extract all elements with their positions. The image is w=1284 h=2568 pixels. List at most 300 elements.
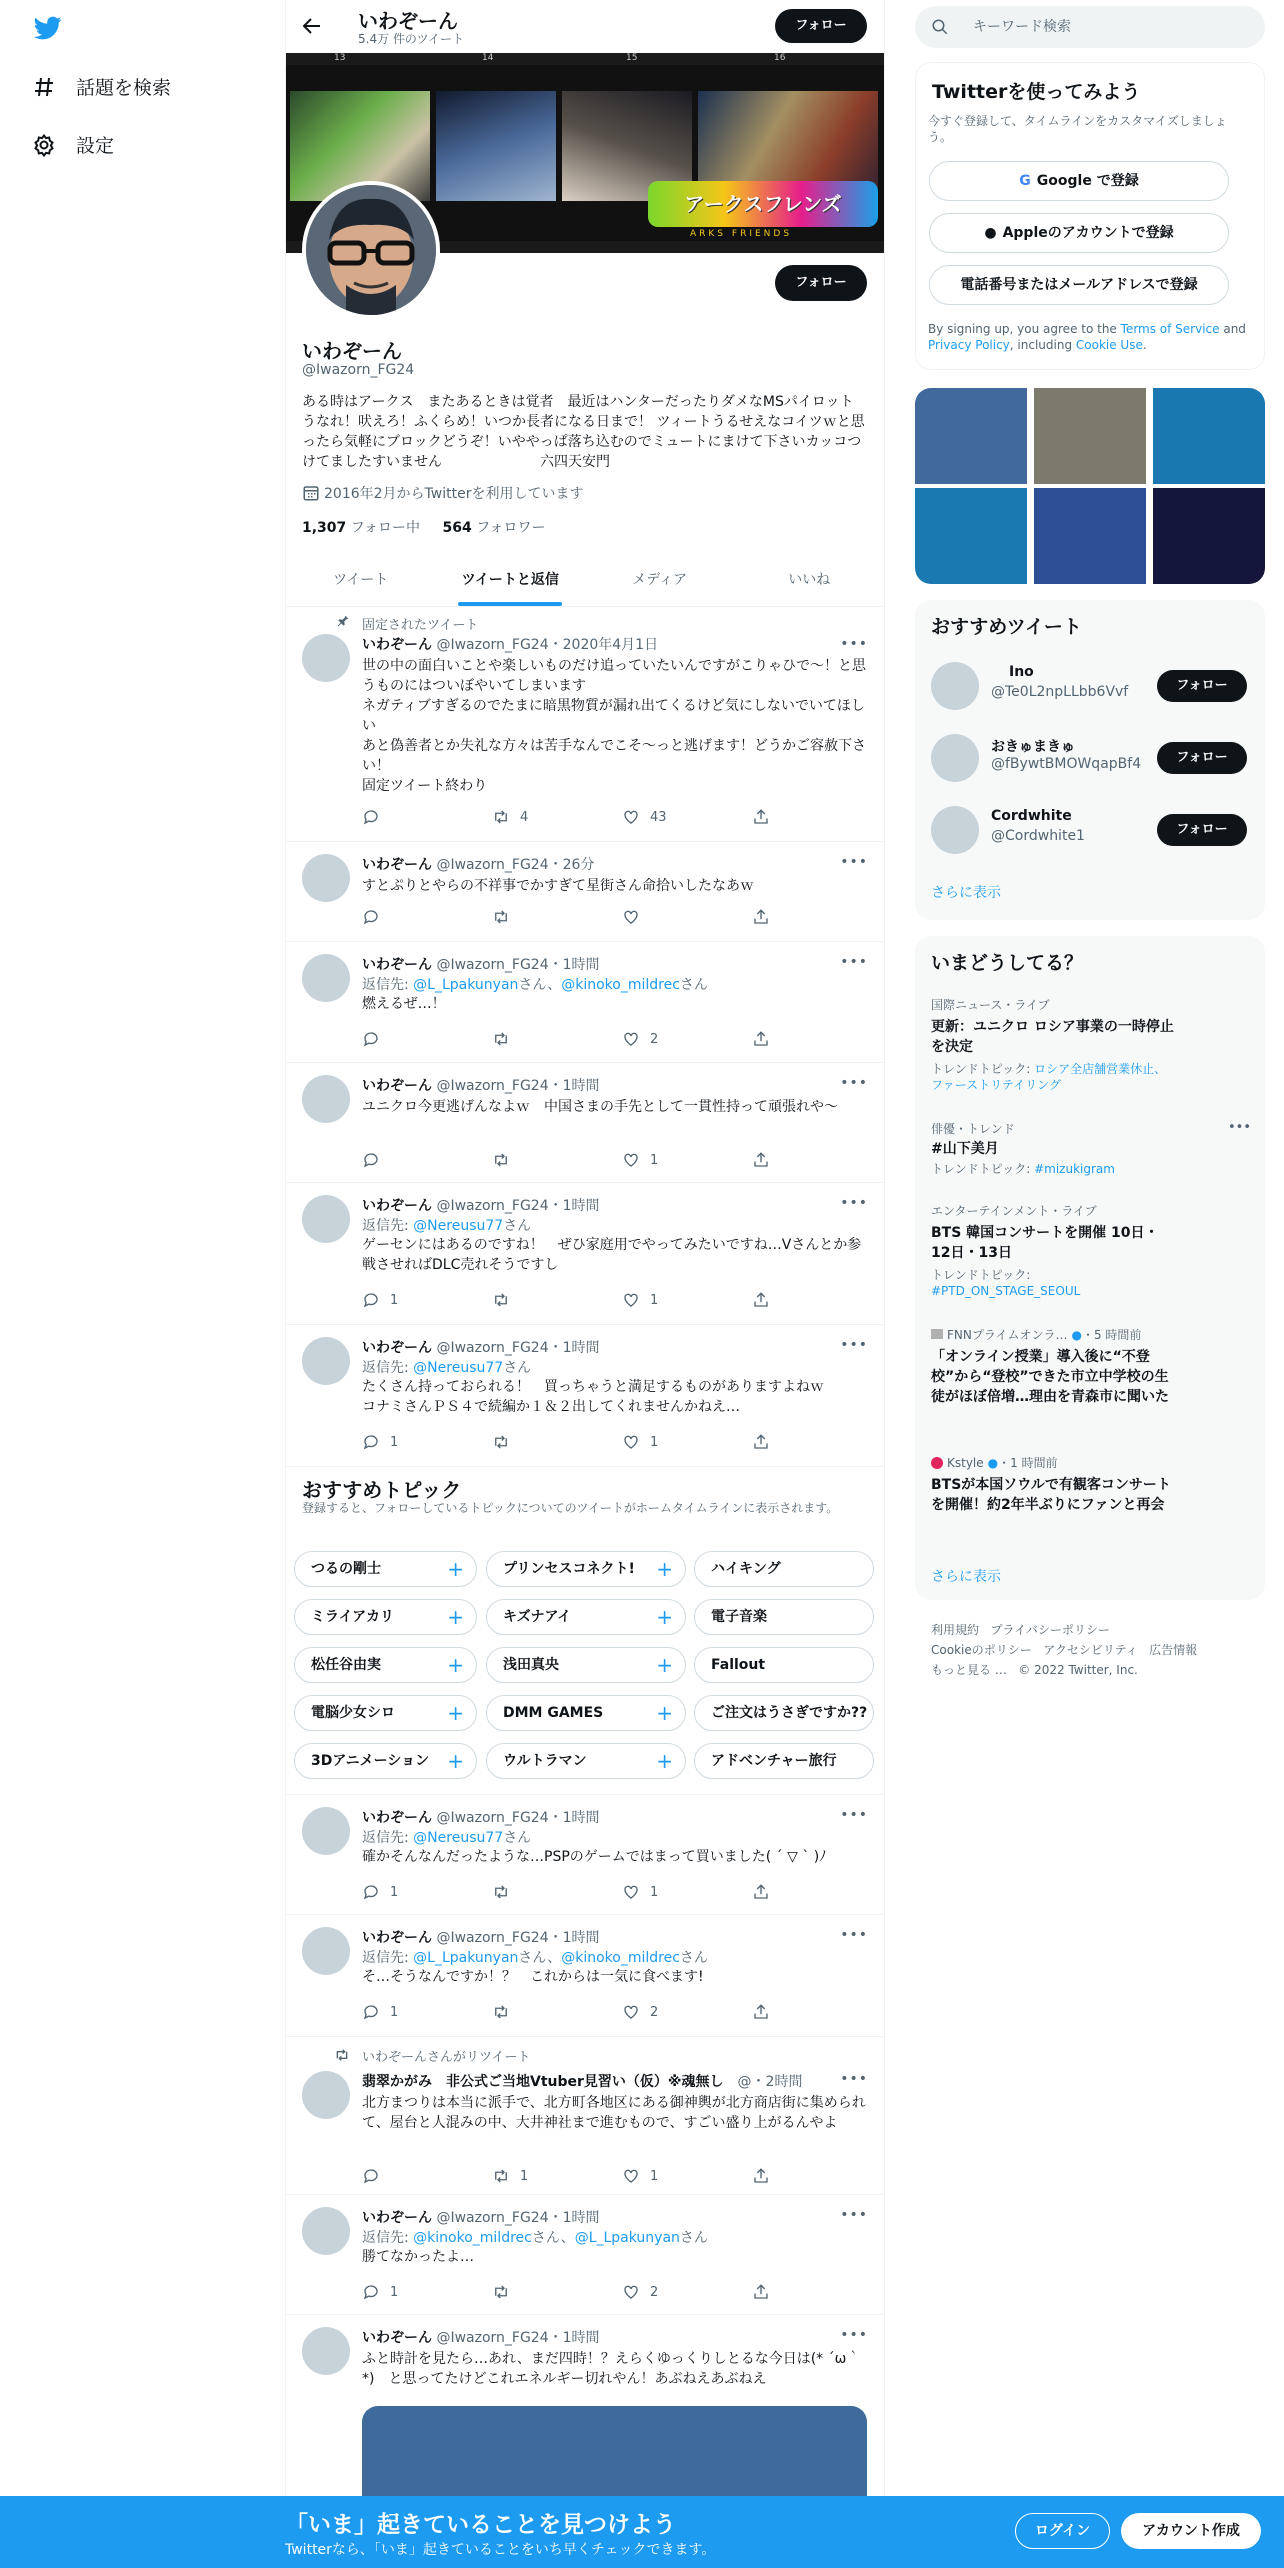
verified-icon: ●	[1071, 1328, 1082, 1342]
tweet-author[interactable]: いわぞーん	[362, 1930, 432, 1946]
tweet-author[interactable]: 翡翠かがみ 非公式ご当地Vtuber見習い（仮）※魂無し	[362, 2074, 724, 2090]
signup-title: Twitterを使ってみよう	[932, 81, 1141, 103]
topic-chip-label: 浅田真央	[503, 1657, 559, 1673]
topic-chip[interactable]	[694, 1743, 874, 1779]
reply-button[interactable]	[362, 908, 390, 926]
reply-mention[interactable]: @Nereusu77	[413, 1218, 504, 1234]
retweet-button[interactable]	[492, 1291, 520, 1309]
followers-count: 564	[442, 520, 472, 536]
reply-mention[interactable]: @kinoko_mildrec	[561, 1950, 680, 1966]
avatar[interactable]	[302, 2327, 350, 2375]
avatar[interactable]	[302, 1075, 350, 1123]
like-button[interactable]	[622, 1291, 658, 1309]
topic-chip-label: 3Dアニメーション	[311, 1753, 430, 1769]
more-icon[interactable]: •••	[840, 1195, 868, 1211]
trend-topic-prefix: トレンドトピック:	[931, 1162, 1035, 1176]
reply-button[interactable]	[362, 1433, 398, 1451]
reply-context	[362, 2227, 868, 2247]
news-item[interactable]	[931, 1454, 1251, 1515]
retweet-button[interactable]	[492, 2003, 520, 2021]
heart-icon	[622, 2283, 640, 2301]
tab-tweets[interactable]: ツイート	[333, 572, 389, 588]
reply-icon	[362, 1291, 380, 1309]
reply-icon	[362, 2167, 380, 2185]
share-icon	[752, 1291, 770, 1309]
avatar[interactable]	[931, 734, 979, 782]
news-time: ・1 時間前	[998, 1456, 1058, 1470]
tweet-author[interactable]: いわぞーん	[362, 2330, 432, 2346]
tweet[interactable]	[286, 842, 884, 942]
tweet-meta: @Iwazorn_FG24・26分	[436, 857, 595, 873]
hashtag-icon	[32, 75, 56, 99]
topics-subtitle: 登録すると、フォローしているトピックについてのツイートがホームタイムラインに表示されます。	[302, 1501, 839, 1515]
tweet[interactable]	[286, 1063, 884, 1183]
avatar[interactable]	[302, 1195, 350, 1243]
banner-logo: アークスフレンズ	[648, 181, 878, 227]
header-follow-button[interactable]: フォロー	[775, 9, 867, 43]
tweet-header	[362, 634, 868, 654]
twitter-logo-icon[interactable]	[32, 14, 64, 42]
news-source	[931, 1326, 1251, 1343]
follow-button[interactable]: フォロー	[1157, 814, 1247, 846]
tab-tweets-and-replies[interactable]: ツイートと返信	[436, 553, 586, 606]
privacy-link[interactable]: Privacy Policy	[928, 338, 1010, 352]
apple-signup-button[interactable]	[929, 213, 1229, 253]
topic-chip[interactable]	[294, 1551, 477, 1587]
trend-item[interactable]	[931, 996, 1251, 1093]
trend-category: エンターテインメント・ライブ	[931, 1204, 1097, 1218]
followers-label: フォロワー	[476, 520, 546, 536]
topic-chip[interactable]	[694, 1695, 874, 1731]
footer-link[interactable]: Cookieのポリシー	[931, 1643, 1032, 1657]
topic-chip-label: 松任谷由実	[311, 1657, 381, 1673]
footer-link[interactable]: 利用規約	[931, 1623, 980, 1637]
reply-mid: さん、	[518, 977, 562, 993]
pinned-label: 固定されたツイート	[362, 618, 479, 633]
plus-icon[interactable]: +	[447, 1701, 464, 1725]
left-nav	[0, 0, 285, 2568]
reply-mid: さん、	[518, 1950, 562, 1966]
plus-icon[interactable]: +	[447, 1557, 464, 1581]
like-button[interactable]	[622, 1433, 658, 1451]
more-icon[interactable]: •••	[840, 1337, 868, 1353]
share-button[interactable]	[752, 2167, 780, 2185]
banner-logo-sub: ARKS FRIENDS	[690, 229, 793, 239]
reply-mention[interactable]: @L_Lpakunyan	[413, 1950, 519, 1966]
retweet-button[interactable]	[492, 1151, 520, 1169]
tweet-actions	[362, 1151, 792, 1171]
share-button[interactable]	[752, 808, 780, 826]
show-more-link[interactable]: さらに表示	[931, 885, 1001, 901]
avatar-face-icon	[306, 185, 436, 315]
terms-text: and	[1219, 322, 1246, 336]
tweet-text: すとぷりとやらの不祥事でかすぎて星街さん命拾いしたなあｗ	[362, 878, 754, 894]
tweet-actions	[362, 1291, 792, 1311]
like-button[interactable]	[622, 908, 650, 926]
more-icon[interactable]: •••	[840, 954, 868, 970]
suggested-user[interactable]	[931, 732, 1251, 784]
heart-icon	[622, 908, 640, 926]
reply-button[interactable]	[362, 2003, 398, 2021]
retweeted-by-label[interactable]: いわぞーんさんがリツイート	[362, 2050, 531, 2065]
tweet-header	[362, 1337, 868, 1357]
reply-context	[362, 1827, 868, 1847]
tweet-author[interactable]: いわぞーん	[362, 1078, 432, 1094]
share-button[interactable]	[752, 908, 780, 926]
tweet[interactable]	[286, 1325, 884, 1467]
terms-link[interactable]: Terms of Service	[1120, 322, 1220, 336]
retweet-icon	[492, 1291, 510, 1309]
like-count: 1	[650, 1292, 659, 1308]
share-button[interactable]	[752, 1151, 780, 1169]
follow-button[interactable]: フォロー	[1157, 670, 1247, 702]
tweet-text: 確かそんなんだったような…PSPのゲームではまって買いました( ´ ▽ ` )ﾉ	[362, 1849, 827, 1865]
plus-icon[interactable]: +	[656, 1557, 673, 1581]
share-icon	[752, 1883, 770, 1901]
calendar-icon	[302, 484, 320, 502]
trend-topic-link[interactable]: ロシア全店舗営業休止、ファーストリテイリング	[931, 1062, 1167, 1092]
avatar[interactable]	[302, 2071, 350, 2119]
more-icon[interactable]: •••	[840, 2327, 868, 2343]
retweet-icon	[492, 1030, 510, 1048]
nav-settings-label: 設定	[76, 135, 115, 157]
news-time: ・5 時間前	[1081, 1328, 1142, 1342]
avatar[interactable]	[302, 2207, 350, 2255]
frame-number: 14	[482, 53, 494, 63]
news-source-icon	[931, 1457, 943, 1469]
trend-title: BTS 韓国コンサートを開催 10日・12日・13日	[931, 1225, 1159, 1261]
tweet-retweet[interactable]	[286, 2037, 884, 2195]
profile-joined-text: 2016年2月からTwitterを利用しています	[324, 486, 584, 502]
plus-icon[interactable]: +	[447, 1749, 464, 1773]
avatar[interactable]	[931, 806, 979, 854]
media-thumbnail[interactable]	[1034, 488, 1146, 584]
trend-topic-prefix: トレンドトピック:	[931, 1268, 1031, 1282]
tweet[interactable]	[286, 942, 884, 1063]
plus-icon[interactable]: +	[656, 1749, 673, 1773]
who-to-follow-title: おすすめツイート	[931, 616, 1082, 638]
profile-media-grid	[915, 388, 1265, 584]
like-button[interactable]	[622, 2283, 658, 2301]
trend-item[interactable]	[931, 1120, 1251, 1177]
more-icon[interactable]: •••	[840, 636, 868, 652]
back-arrow-icon[interactable]	[300, 14, 324, 38]
topic-chip[interactable]	[294, 1743, 477, 1779]
main-column	[285, 0, 885, 2568]
login-button[interactable]: ログイン	[1015, 2513, 1110, 2549]
topic-chip[interactable]	[294, 1647, 477, 1683]
media-thumbnail[interactable]	[915, 388, 1027, 484]
reply-button[interactable]	[362, 1030, 390, 1048]
avatar[interactable]	[302, 1927, 350, 1975]
retweet-button[interactable]	[492, 2283, 520, 2301]
film-strip-top	[286, 53, 884, 65]
reply-mention[interactable]: @Nereusu77	[413, 1830, 504, 1846]
trend-topic	[931, 1161, 1251, 1177]
reply-prefix: 返信先:	[362, 977, 409, 993]
nav-settings[interactable]	[32, 131, 114, 158]
trend-category: 国際ニュース・ライブ	[931, 998, 1050, 1012]
topic-chip[interactable]	[294, 1695, 477, 1731]
topic-chip-label: つるの剛士	[311, 1561, 381, 1577]
avatar[interactable]	[302, 954, 350, 1002]
suggested-user-name: Cordwhite	[991, 808, 1072, 824]
avatar[interactable]	[302, 854, 350, 902]
reply-button[interactable]	[362, 1883, 398, 1901]
like-button[interactable]	[622, 1030, 658, 1048]
profile-name: いわぞーん	[302, 339, 402, 363]
retweet-button[interactable]	[492, 1883, 520, 1901]
tweet-author[interactable]: いわぞーん	[362, 2210, 432, 2226]
share-button[interactable]	[752, 1883, 780, 1901]
reply-mention[interactable]: @kinoko_mildrec	[413, 2230, 532, 2246]
topic-chip[interactable]	[694, 1599, 874, 1635]
cookie-link[interactable]: Cookie Use	[1075, 338, 1143, 352]
plus-icon[interactable]: +	[656, 1653, 673, 1677]
profile-follow-stats	[302, 517, 546, 537]
suggested-user-handle: @fBywtBMOWqapBf4	[991, 756, 1142, 772]
tweet-actions	[362, 2283, 792, 2303]
news-source-name: FNNプライムオンラ…	[947, 1328, 1068, 1342]
avatar[interactable]	[302, 1807, 350, 1855]
apple-icon: ●	[984, 225, 997, 241]
reply-count: 1	[390, 2004, 399, 2020]
media-thumbnail[interactable]	[1153, 488, 1265, 584]
more-icon[interactable]: •••	[840, 2207, 868, 2223]
reply-mid: さん、	[531, 2230, 575, 2246]
topic-chip-label: ミライアカリ	[311, 1609, 395, 1625]
tweet-meta: @・2時間	[737, 2074, 803, 2090]
retweet-icon	[492, 808, 510, 826]
reply-button[interactable]	[362, 2167, 390, 2185]
signup-prompt-bar	[0, 2496, 1284, 2568]
like-count: 1	[650, 2168, 659, 2184]
tweet-actions	[362, 1433, 792, 1453]
reply-icon	[362, 808, 380, 826]
tweet-pinned[interactable]	[286, 608, 884, 842]
reply-mention[interactable]: @L_Lpakunyan	[574, 2230, 680, 2246]
like-button[interactable]	[622, 2003, 658, 2021]
tweet-text: 北方まつりは本当に派手で、北方町各地区にある御神輿が北方商店街に集められて、屋台と人混みの中、大井神社まで進むもので、すごい盛り上がるんやよ	[362, 2095, 866, 2131]
following-link[interactable]	[302, 520, 420, 536]
like-button[interactable]	[622, 1883, 658, 1901]
reply-suffix: さん	[679, 1950, 708, 1966]
tweet[interactable]	[286, 2195, 884, 2315]
frame-number: 16	[774, 53, 786, 63]
topic-chip[interactable]	[486, 1647, 686, 1683]
prompt-subtitle: Twitterなら、「いま」起きていることをいち早くチェックできます。	[285, 2542, 716, 2558]
topic-chip-label: ご注文はうさぎですか??	[711, 1705, 868, 1721]
tweet-author[interactable]: いわぞーん	[362, 1340, 432, 1356]
followers-link[interactable]	[443, 520, 546, 536]
share-button[interactable]	[752, 2003, 780, 2021]
avatar[interactable]	[931, 662, 979, 710]
reply-button[interactable]	[362, 2283, 398, 2301]
media-thumbnail[interactable]	[1034, 388, 1146, 484]
topic-chip[interactable]	[294, 1599, 477, 1635]
follow-button[interactable]: フォロー	[1157, 742, 1247, 774]
trend-title: #山下美月	[931, 1141, 999, 1157]
reply-prefix: 返信先:	[362, 1360, 409, 1376]
topic-chip-label: ウルトラマン	[503, 1753, 587, 1769]
topic-chip[interactable]	[486, 1695, 686, 1731]
topic-chip[interactable]	[694, 1551, 874, 1587]
profile-tabs	[286, 553, 884, 607]
trend-item[interactable]	[931, 1202, 1251, 1299]
share-button[interactable]	[752, 2283, 780, 2301]
reply-prefix: 返信先:	[362, 1830, 409, 1846]
footer-links	[931, 1620, 1251, 1680]
tweet-author[interactable]: いわぞーん	[362, 957, 432, 973]
phone-signup-button[interactable]: 電話番号またはメールアドレスで登録	[929, 265, 1229, 305]
copyright: © 2022 Twitter, Inc.	[1018, 1663, 1138, 1677]
share-button[interactable]	[752, 1433, 780, 1451]
search-icon	[931, 18, 949, 36]
tweet-meta: @Iwazorn_FG24・2020年4月1日	[436, 637, 659, 653]
suggested-user[interactable]	[931, 804, 1251, 856]
nav-explore[interactable]	[32, 73, 171, 100]
tweet[interactable]	[286, 1183, 884, 1325]
reply-button[interactable]	[362, 1151, 390, 1169]
topic-chip[interactable]	[694, 1647, 874, 1683]
retweet-button[interactable]	[492, 2167, 528, 2185]
tweet-text: 勝てなかったよ…	[362, 2249, 474, 2265]
reply-count: 1	[390, 1884, 399, 1900]
topic-chip-label: ハイキング	[711, 1561, 781, 1577]
media-thumbnail[interactable]	[1153, 388, 1265, 484]
plus-icon[interactable]: +	[447, 1653, 464, 1677]
retweet-button[interactable]	[492, 908, 520, 926]
topic-chip-label: プリンセスコネクト!	[503, 1561, 635, 1577]
news-source-name: Kstyle	[947, 1456, 984, 1470]
trend-topic-link[interactable]: #mizukigram	[1034, 1162, 1115, 1176]
retweet-icon	[492, 2167, 510, 2185]
tweet-text: ゲーセンにはあるのですね！ ぜひ家庭用でやってみたいですね…Vさんとか参戦させればDLC売れそうですし	[362, 1237, 862, 1273]
plus-icon[interactable]: +	[447, 1605, 464, 1629]
suggested-user[interactable]	[931, 660, 1251, 712]
reply-icon	[362, 2003, 380, 2021]
reply-icon	[362, 1151, 380, 1169]
signup-button[interactable]: アカウント作成	[1121, 2513, 1261, 2549]
footer-link[interactable]: 広告情報	[1149, 1643, 1198, 1657]
reply-button[interactable]	[362, 808, 390, 826]
share-button[interactable]	[752, 1030, 780, 1048]
reply-mention[interactable]: @kinoko_mildrec	[561, 977, 680, 993]
tweet-actions	[362, 808, 792, 828]
like-button[interactable]	[622, 1151, 658, 1169]
tweet-author[interactable]: いわぞーん	[362, 857, 432, 873]
tweet-author[interactable]: いわぞーん	[362, 637, 432, 653]
news-item[interactable]	[931, 1326, 1251, 1407]
banner-frame	[436, 91, 556, 201]
topic-chip[interactable]	[486, 1743, 686, 1779]
like-button[interactable]	[622, 808, 667, 826]
tweet-meta: @Iwazorn_FG24・1時間	[436, 2210, 600, 2226]
trend-topic-link[interactable]: #PTD_ON_STAGE_SEOUL	[931, 1284, 1081, 1298]
more-icon[interactable]: •••	[840, 1927, 868, 1943]
more-icon[interactable]: •••	[1227, 1120, 1251, 1135]
more-icon[interactable]: •••	[840, 1807, 868, 1823]
reply-context	[362, 1215, 868, 1235]
footer-link[interactable]: アクセシビリティ	[1043, 1643, 1138, 1657]
plus-icon[interactable]: +	[656, 1605, 673, 1629]
google-signup-label: Google で登録	[1036, 173, 1139, 189]
footer-link[interactable]: プライバシーポリシー	[990, 1623, 1110, 1637]
terms-text: .	[1142, 338, 1147, 352]
heart-icon	[622, 1151, 640, 1169]
news-source	[931, 1454, 1251, 1471]
tweet-author[interactable]: いわぞーん	[362, 1198, 432, 1214]
share-icon	[752, 2283, 770, 2301]
who-to-follow-card	[915, 600, 1265, 920]
reply-icon	[362, 2283, 380, 2301]
avatar[interactable]	[302, 1337, 350, 1385]
reply-mention[interactable]: @Nereusu77	[413, 1360, 504, 1376]
retweet-button[interactable]	[492, 808, 528, 826]
retweet-icon	[492, 1883, 510, 1901]
reply-icon	[362, 1883, 380, 1901]
reply-icon	[362, 908, 380, 926]
topic-chip[interactable]	[486, 1551, 686, 1587]
avatar[interactable]	[302, 634, 350, 682]
plus-icon[interactable]: +	[656, 1701, 673, 1725]
reply-context	[362, 974, 868, 994]
like-button[interactable]	[622, 2167, 658, 2185]
profile-avatar[interactable]	[302, 181, 440, 319]
suggested-user-handle: @Cordwhite1	[991, 828, 1085, 844]
tweet-meta: @Iwazorn_FG24・1時間	[436, 1198, 600, 1214]
search-input[interactable]	[915, 6, 1265, 48]
reply-suffix: さん	[679, 2230, 708, 2246]
reply-suffix: さん	[679, 977, 708, 993]
footer-link[interactable]: もっと見る …	[931, 1663, 1007, 1677]
more-icon[interactable]: •••	[840, 1075, 868, 1091]
show-more-link[interactable]: さらに表示	[931, 1569, 1001, 1585]
tweet-text: たくさん持っておられる！ 買っちゃうと満足するものがありますよねｗ コナミさんＰＳ４で続編か１＆２出してくれませんかねえ…	[362, 1379, 824, 1415]
media-thumbnail[interactable]	[915, 488, 1027, 584]
google-signup-button[interactable]	[929, 161, 1229, 201]
profile-follow-button[interactable]: フォロー	[775, 265, 867, 301]
reply-button[interactable]	[362, 1291, 398, 1309]
tweet-meta: @Iwazorn_FG24・1時間	[436, 2330, 600, 2346]
tab-likes[interactable]: いいね	[788, 572, 831, 588]
tab-media[interactable]: メディア	[632, 572, 688, 588]
more-icon[interactable]: •••	[840, 854, 868, 870]
tweet-author[interactable]: いわぞーん	[362, 1810, 432, 1826]
retweet-button[interactable]	[492, 1030, 520, 1048]
tweet-header	[362, 1195, 868, 1215]
retweet-button[interactable]	[492, 1433, 520, 1451]
reply-prefix: 返信先:	[362, 1950, 409, 1966]
more-icon[interactable]: •••	[840, 2071, 868, 2087]
tweet[interactable]	[286, 1915, 884, 2037]
like-count: 2	[650, 2284, 659, 2300]
topic-chip[interactable]	[486, 1599, 686, 1635]
apple-signup-label: Appleのアカウントで登録	[1002, 225, 1174, 241]
share-button[interactable]	[752, 1291, 780, 1309]
topic-chip-label: 電脳少女シロ	[311, 1705, 395, 1721]
trends-title: いまどうしてる？	[931, 952, 1084, 974]
heart-icon	[622, 2167, 640, 2185]
profile-joined	[302, 483, 583, 503]
news-source-icon	[931, 1329, 943, 1339]
heart-icon	[622, 1883, 640, 1901]
tweet-meta: @Iwazorn_FG24・1時間	[436, 1340, 600, 1356]
reply-mention[interactable]: @L_Lpakunyan	[413, 977, 519, 993]
tweet-actions	[362, 1883, 792, 1903]
tweet[interactable]	[286, 1795, 884, 1915]
reply-prefix: 返信先:	[362, 1218, 409, 1234]
